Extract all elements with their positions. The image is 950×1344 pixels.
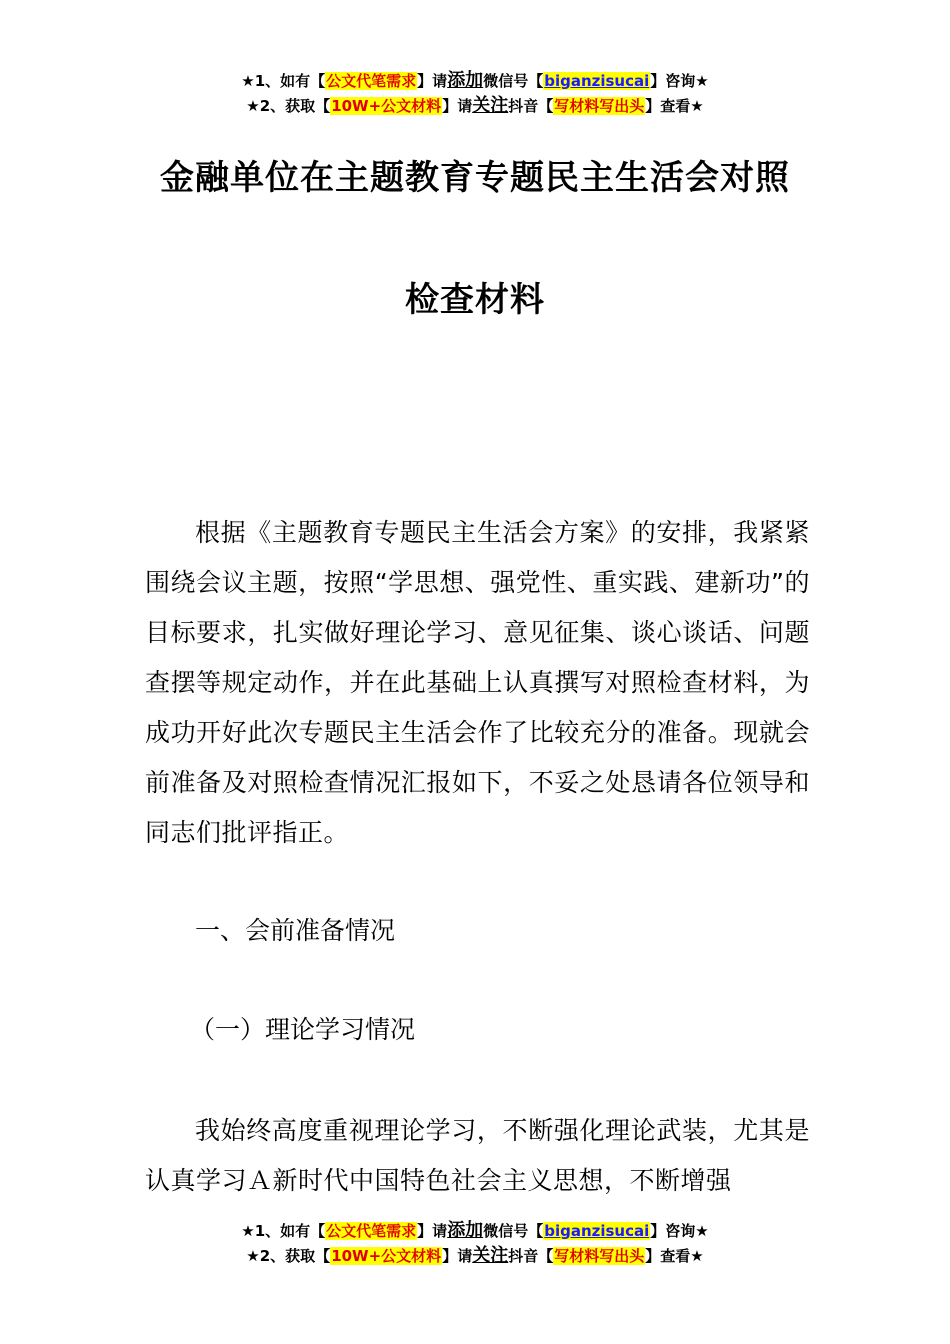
intro-paragraph: 根据《主题教育专题民主生活会方案》的安排，我紧紧围绕会议主题，按照“学思想、强党性、重实践、建新功”的目标要求，扎实做好理论学习、意见征集、谈心谈话、问题查摆等规定动作，并在此基础上认真撰写对照检查材料，为成功开好此次专题民主生活会作了比较充分的准备。现就会前准备及对照检查情况汇报如下，不妥之处恳请各位领导和同志们批评指正。 (145, 518, 810, 847)
banner-line-1-bottom: ★1、如有【公文代笔需求】请添加微信号【biganzisucai】咨询★ (241, 1220, 709, 1241)
subsection-heading: （一）理论学习情况 (190, 1015, 416, 1044)
document-body-continued (145, 1106, 810, 1206)
banner-line-2: ★2、获取【10W+公文材料】请关注抖音【写材料写出头】查看★ (246, 95, 704, 116)
top-banner (0, 68, 950, 118)
douyin-highlight: 写材料写出头 (554, 97, 645, 115)
bottom-banner (0, 1218, 950, 1268)
ghostwriting-highlight: 公文代笔需求 (326, 72, 417, 90)
douyin-highlight: 写材料写出头 (554, 1247, 645, 1265)
document-body (145, 508, 810, 858)
wechat-id-link[interactable]: biganzisucai (544, 1222, 650, 1240)
document-title-line-1: 金融单位在主题教育专题民主生活会对照 (160, 158, 790, 198)
ghostwriting-highlight: 公文代笔需求 (326, 1222, 417, 1240)
materials-highlight: 10W+公文材料 (331, 1247, 442, 1265)
theory-study-paragraph: 我始终高度重视理论学习，不断强化理论武装，尤其是认真学习Ａ新时代中国特色社会主义思想，不断增强 (145, 1116, 810, 1195)
wechat-id-link[interactable]: biganzisucai (544, 72, 650, 90)
materials-highlight: 10W+公文材料 (331, 97, 442, 115)
section-heading: 一、会前准备情况 (195, 916, 396, 945)
banner-line-1: ★1、如有【公文代笔需求】请添加微信号【biganzisucai】咨询★ (241, 70, 709, 91)
banner-line-2-bottom: ★2、获取【10W+公文材料】请关注抖音【写材料写出头】查看★ (246, 1245, 704, 1266)
document-title-line-2: 检查材料 (405, 280, 545, 320)
